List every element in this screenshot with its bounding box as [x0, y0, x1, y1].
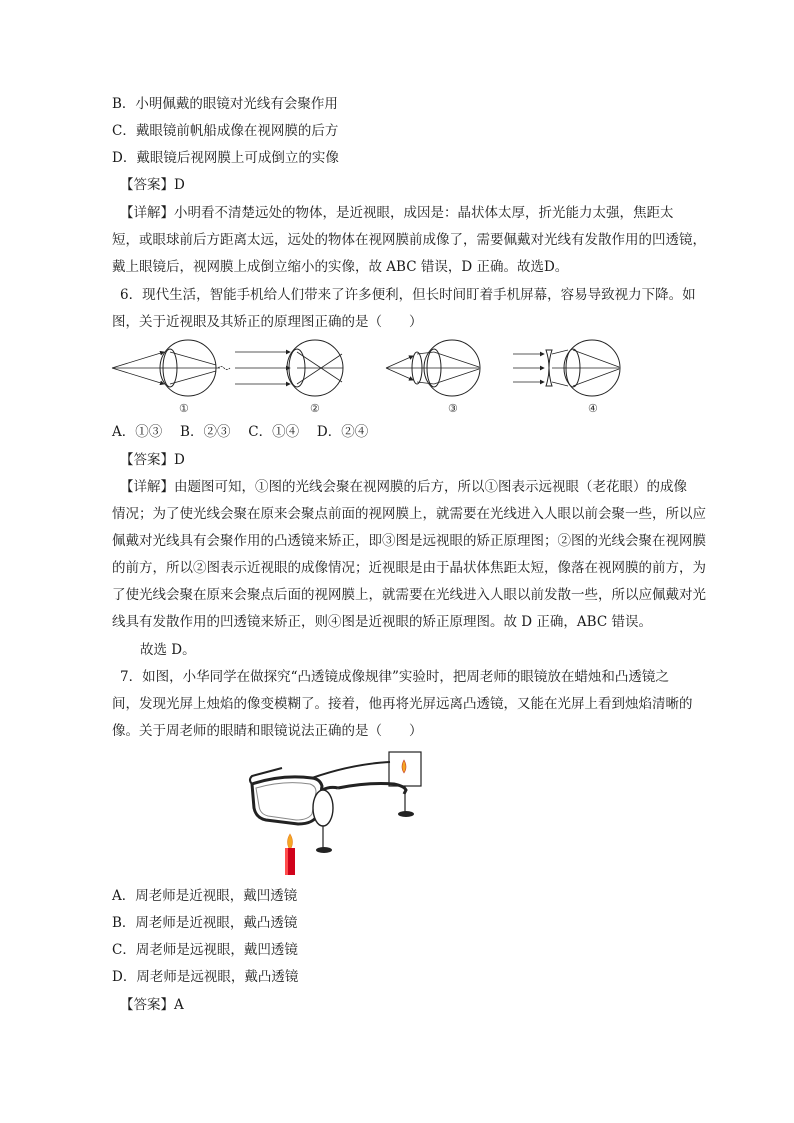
- q7-option-a: A．周老师是近视眼，戴凹透镜: [112, 888, 298, 904]
- q7-stem-line-2: 间，发现光屏上烛焰的像变模糊了。接着，他再将光屏远离凸透镜，又能在光屏上看到烛焰清晰的: [112, 696, 693, 712]
- q6-answer: 【答案】D: [120, 452, 185, 468]
- q6-detail-line-6: 线具有发散作用的凹透镜来矫正，则④图是近视眼的矫正原理图。故 D 正确，ABC 错误。: [112, 614, 652, 630]
- fig-label-1: ①: [179, 402, 189, 415]
- q6-options: A．①③ B．②③ C．①④ D．②④: [112, 424, 369, 440]
- q5-answer: 【答案】D: [120, 177, 185, 193]
- q5-detail-line-3: 戴上眼镜后，视网膜上成倒立缩小的实像，故 ABC 错误，D 正确。故选D。: [112, 259, 569, 275]
- q7-option-c: C．周老师是远视眼，戴凹透镜: [112, 942, 298, 958]
- q5-option-c: C．戴眼镜前帆船成像在视网膜的后方: [112, 123, 339, 139]
- q7-option-d: D．周老师是远视眼，戴凸透镜: [112, 969, 299, 985]
- diagram-2-nearsighted: [235, 340, 343, 396]
- q6-detail-line-4: 的前方，所以②图表示近视眼的成像情况；近视眼是由于晶状体焦距太短，像落在视网膜的前方，为: [112, 560, 706, 576]
- q7-stem-line-1: 7．如图，小华同学在做探究“凸透镜成像规律”实验时，把周老师的眼镜放在蜡烛和凸透镜之: [120, 669, 669, 685]
- q7-stem-line-3: 像。关于周老师的眼睛和眼镜说法正确的是（ ）: [112, 723, 423, 739]
- q6-detail-line-7: 故选 D。: [140, 642, 196, 658]
- q5-option-d: D．戴眼镜后视网膜上可成倒立的实像: [112, 150, 339, 166]
- diagram-3-farsighted-corrected: [386, 340, 480, 396]
- q7-experiment-illustration: [246, 748, 426, 876]
- q6-detail-line-1: 【详解】由题图可知，①图的光线会聚在视网膜的后方，所以①图表示远视眼（老花眼）的成像: [120, 479, 687, 495]
- fig-label-2: ②: [310, 402, 320, 415]
- q5-option-b: B．小明佩戴的眼镜对光线有会聚作用: [112, 96, 338, 112]
- q5-detail-line-2: 短，或眼球前后方距离太远，远处的物体在视网膜前成像了，需要佩戴对光线有发散作用的凹透镜，: [112, 232, 706, 248]
- q6-detail-line-5: 了使光线会聚在原来会聚点后面的视网膜上，就需要在光线进入人眼以前发散一些，所以应佩戴对光: [112, 587, 706, 603]
- candle-icon: [285, 834, 295, 875]
- q7-answer: 【答案】A: [120, 997, 184, 1013]
- fig-label-4: ④: [588, 402, 598, 415]
- q6-detail-line-3: 佩戴对光线具有会聚作用的凸透镜来矫正，即③图是远视眼的矫正原理图；②图的光线会聚在视网膜: [112, 533, 706, 549]
- q5-detail-line-1: 【详解】小明看不清楚远处的物体，是近视眼，成因是：晶状体太厚，折光能力太强，焦距太: [120, 205, 674, 221]
- q6-stem-line-1: 6．现代生活，智能手机给人们带来了许多便利，但长时间盯着手机屏幕，容易导致视力下降。如: [120, 287, 696, 303]
- q6-detail-line-2: 情况；为了使光线会聚在原来会聚点前面的视网膜上，就需要在光线进入人眼以前会聚一些，所以应: [112, 506, 706, 522]
- diagram-4-nearsighted-corrected: [513, 340, 620, 396]
- diagram-1-farsighted: [112, 340, 230, 396]
- convex-lens: [313, 790, 333, 853]
- q6-eye-diagrams: [110, 338, 640, 418]
- q6-stem-line-2: 图，关于近视眼及其矫正的原理图正确的是（ ）: [112, 314, 423, 330]
- fig-label-3: ③: [448, 402, 458, 415]
- q7-option-b: B．周老师是近视眼，戴凸透镜: [112, 915, 298, 931]
